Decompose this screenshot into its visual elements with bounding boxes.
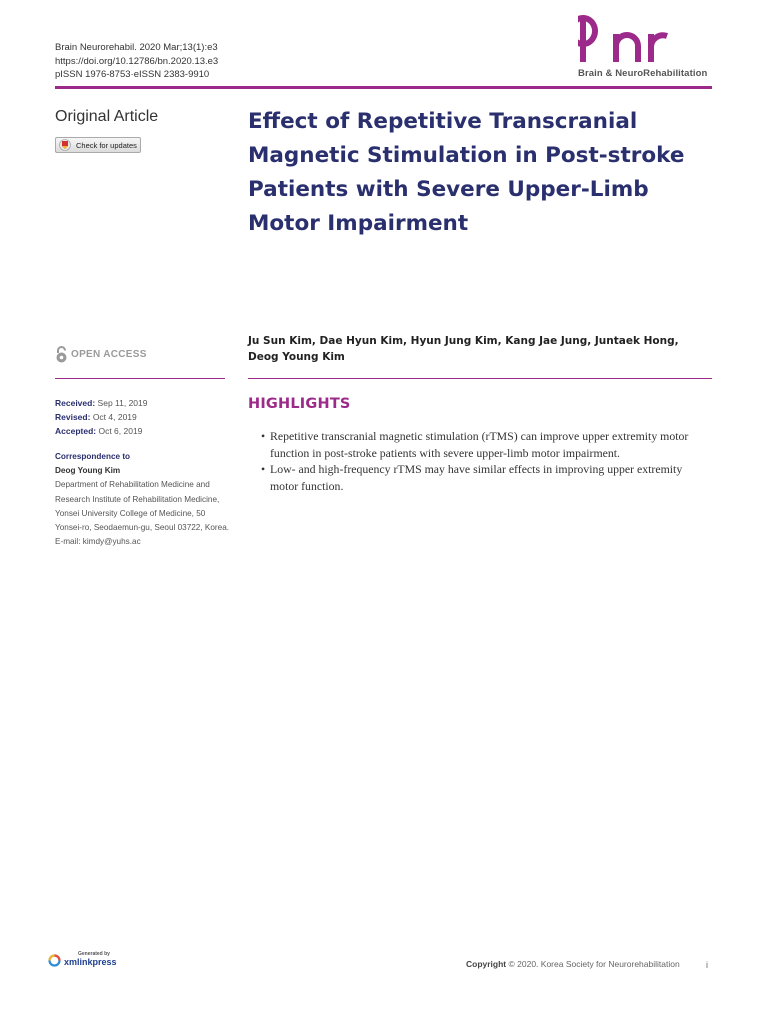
generator-name: xmlinkpress bbox=[64, 957, 117, 967]
copyright-text: © 2020. Korea Society for Neurorehabilitation bbox=[508, 959, 680, 969]
content-divider bbox=[248, 378, 712, 379]
article-type: Original Article bbox=[55, 108, 159, 125]
citation-journal: Brain Neurorehabil. 2020 Mar;13(1):e3 bbox=[55, 42, 218, 53]
correspondence-email[interactable]: E-mail: kimdy@yuhs.ac bbox=[55, 537, 141, 547]
author-list: Ju Sun Kim, Dae Hyun Kim, Hyun Jung Kim, Kang Jae Jung, Juntaek Hong, Deog Young Kim bbox=[248, 335, 679, 363]
logo-subtitle: Brain & NeuroRehabilitation bbox=[578, 68, 708, 79]
copyright-label: Copyright bbox=[466, 959, 507, 969]
correspondence-address-line: Department of Rehabilitation Medicine and bbox=[55, 480, 210, 490]
citation-doi-link[interactable]: https://doi.org/10.12786/bn.2020.13.e3 bbox=[55, 55, 219, 67]
accepted-date: Accepted: Oct 6, 2019 bbox=[55, 426, 143, 436]
xmlinkpress-logo-icon bbox=[48, 954, 61, 967]
open-access-badge bbox=[55, 346, 147, 363]
revised-date: Revised: Oct 4, 2019 bbox=[55, 412, 137, 422]
article-dates bbox=[55, 396, 148, 438]
citation-issn: pISSN 1976-8753·eISSN 2383-9910 bbox=[55, 69, 210, 80]
check-for-updates-button[interactable] bbox=[55, 137, 141, 153]
correspondence-block bbox=[55, 450, 235, 549]
check-updates-label: Check for updates bbox=[76, 140, 137, 150]
correspondence-name: Deog Young Kim bbox=[55, 466, 121, 476]
correspondence-address-line: Yonsei University College of Medicine, 50 bbox=[55, 508, 206, 518]
copyright-notice bbox=[466, 959, 680, 969]
sidebar-divider bbox=[55, 378, 225, 379]
correspondence-address-line: Yonsei-ro, Seodaemun-gu, Seoul 03722, Korea. bbox=[55, 523, 230, 533]
header-divider bbox=[55, 86, 712, 89]
highlights-list bbox=[262, 428, 712, 494]
highlight-item: • Low- and high-frequency rTMS may have similar effects in improving upper extremity motor function. bbox=[262, 461, 712, 494]
bnr-logo-icon bbox=[578, 14, 678, 66]
correspondence-title: Correspondence to bbox=[55, 452, 131, 461]
correspondence-address-line: Research Institute of Rehabilitation Medicine, bbox=[55, 494, 220, 504]
page-number: i bbox=[706, 960, 708, 970]
citation-block bbox=[55, 41, 218, 82]
journal-logo[interactable] bbox=[578, 14, 714, 80]
open-lock-icon bbox=[55, 346, 68, 363]
article-title: Effect of Repetitive Transcranial Magnetic Stimulation in Post-stroke Patients with Severe Upper-Limb Motor Impairment bbox=[248, 109, 685, 236]
crossmark-icon bbox=[59, 139, 71, 151]
xmlinkpress-badge[interactable] bbox=[48, 953, 117, 967]
received-date: Received: Sep 11, 2019 bbox=[55, 398, 148, 408]
open-access-label: OPEN ACCESS bbox=[71, 349, 147, 360]
highlights-heading: HIGHLIGHTS bbox=[248, 396, 351, 412]
generated-by-label: Generated by bbox=[78, 951, 110, 957]
highlight-item: • Repetitive transcranial magnetic stimulation (rTMS) can improve upper extremity motor function in post-stroke patients with severe upper-limb motor impairment. bbox=[262, 428, 712, 461]
